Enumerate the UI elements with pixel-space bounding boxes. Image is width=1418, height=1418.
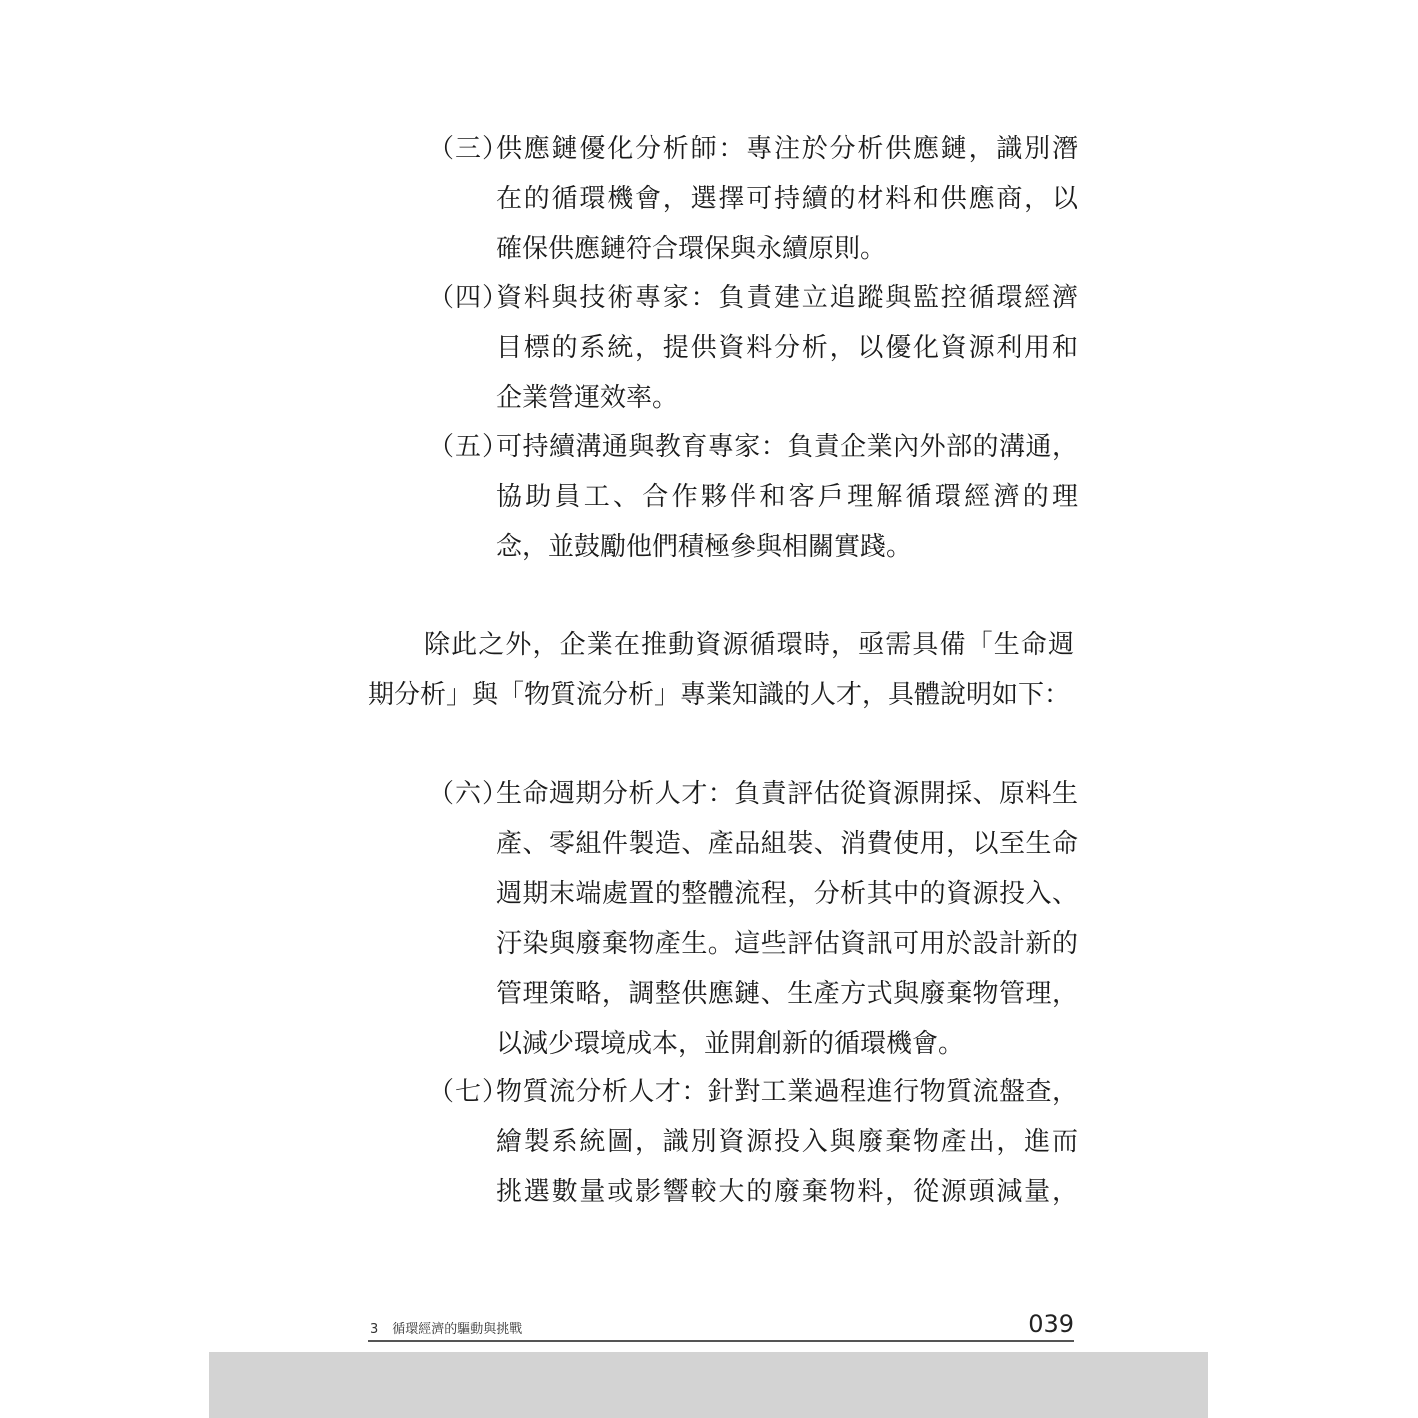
- text-line: 供應鏈優化分析師：專注於分析供應鏈，識別潛: [496, 134, 1078, 164]
- list-marker: （四）: [428, 283, 510, 313]
- list-item-5: [428, 422, 1078, 572]
- text-line: 企業營運效率。: [496, 383, 679, 413]
- list-marker: （五）: [428, 432, 510, 462]
- text-line: 除此之外，企業在推動資源循環時，亟需具備「生命週: [424, 630, 1074, 660]
- text-line: 以減少環境成本，並開創新的循環機會。: [496, 1029, 965, 1059]
- text-line: 協助員工、合作夥伴和客戶理解循環經濟的理: [496, 482, 1078, 512]
- text-line: 管理策略，調整供應鏈、生產方式與廢棄物管理，: [496, 979, 1078, 1009]
- text-line: 汙染與廢棄物產生。這些評估資訊可用於設計新的: [496, 929, 1078, 959]
- list-marker: （七）: [428, 1077, 510, 1107]
- text-line: 生命週期分析人才：負責評估從資源開採、原料生: [496, 779, 1078, 809]
- text-line: 可持續溝通與教育專家：負責企業內外部的溝通，: [496, 432, 1078, 462]
- footer-divider: [368, 1340, 1074, 1342]
- text-line: 產、零組件製造、產品組裝、消費使用，以至生命: [496, 829, 1078, 859]
- text-line: 繪製系統圖，識別資源投入與廢棄物產出，進而: [496, 1127, 1078, 1157]
- text-line: 物質流分析人才：針對工業過程進行物質流盤查，: [496, 1077, 1078, 1107]
- running-footer: [370, 1318, 522, 1337]
- body-paragraph: [368, 620, 1074, 720]
- text-line: 目標的系統，提供資料分析，以優化資源利用和: [496, 333, 1078, 363]
- list-marker: （三）: [428, 134, 510, 164]
- page-number: 039: [1028, 1310, 1074, 1338]
- text-line: 挑選數量或影響較大的廢棄物料，從源頭減量，: [496, 1177, 1078, 1207]
- chapter-title: 循環經濟的驅動與挑戰: [392, 1322, 523, 1337]
- list-marker: （六）: [428, 779, 510, 809]
- list-item-3: [428, 124, 1078, 274]
- chapter-number: 3: [370, 1322, 379, 1337]
- list-item-6: [428, 769, 1078, 1069]
- text-line: 資料與技術專家：負責建立追蹤與監控循環經濟: [496, 283, 1078, 313]
- list-item-4: [428, 273, 1078, 423]
- text-line: 在的循環機會，選擇可持續的材料和供應商，以: [496, 184, 1078, 214]
- text-line: 週期末端處置的整體流程，分析其中的資源投入、: [496, 879, 1078, 909]
- text-line: 確保供應鏈符合環保與永續原則。: [496, 234, 887, 264]
- text-line: 念，並鼓勵他們積極參與相關實踐。: [496, 532, 913, 562]
- text-line: 期分析」與「物質流分析」專業知識的人才，具體說明如下：: [368, 680, 1071, 710]
- list-item-7: [428, 1067, 1078, 1217]
- page-edge-band: [209, 1352, 1208, 1418]
